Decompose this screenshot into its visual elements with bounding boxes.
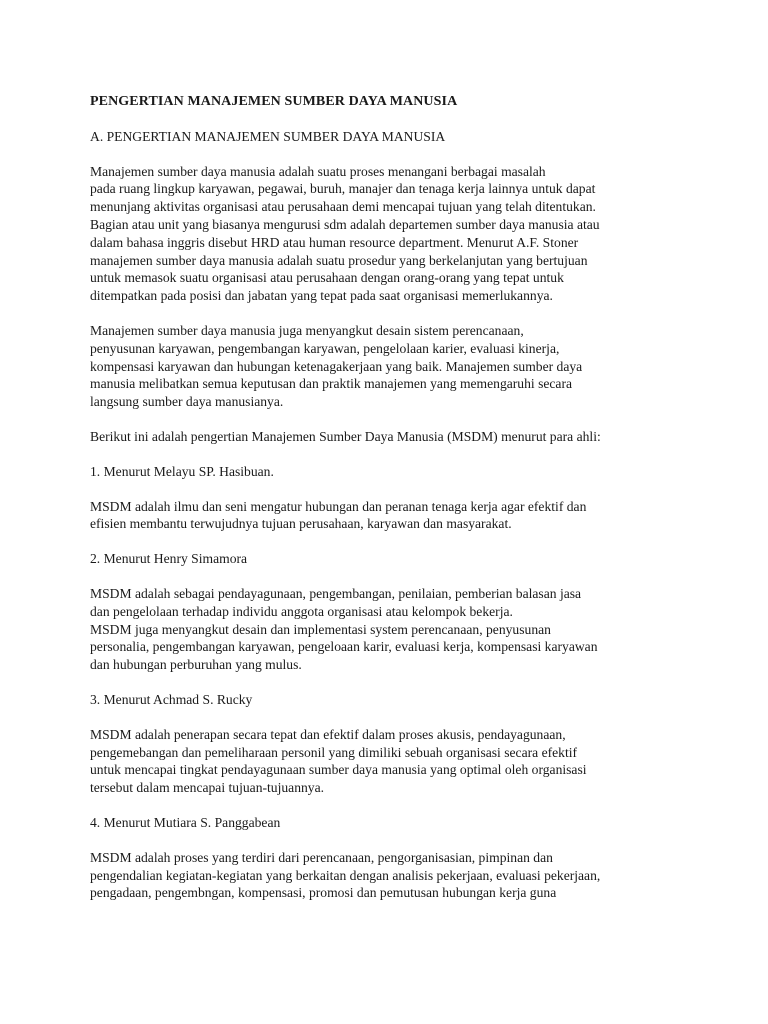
text-line: Berikut ini adalah pengertian Manajemen Sumber Daya Manusia (MSDM) menurut para ahli: <box>90 428 601 444</box>
text-line: pada ruang lingkup karyawan, pegawai, buruh, manajer dan tenaga kerja lainnya untuk dapat <box>90 181 596 197</box>
paragraph <box>90 691 730 709</box>
paragraph <box>90 163 730 305</box>
document-page <box>90 93 730 919</box>
paragraph <box>90 585 730 674</box>
text-line: pengadaan, pengembngan, kompensasi, promosi dan pemutusan hubungan kerja guna <box>90 885 557 901</box>
paragraph <box>90 726 730 797</box>
text-line: MSDM adalah sebagai pendayagunaan, pengembangan, penilaian, pemberian balasan jasa <box>90 585 582 601</box>
text-line: tersebut dalam mencapai tujuan-tujuannya. <box>90 780 325 796</box>
paragraph <box>90 322 730 411</box>
text-line: manusia melibatkan semua keputusan dan praktik manajemen yang memengaruhi secara <box>90 376 573 392</box>
text-line: menunjang aktivitas organisasi atau perusahaan demi mencapai tujuan yang telah ditentukan. <box>90 199 596 215</box>
text-line: untuk memasok suatu organisasi atau perusahaan dengan orang-orang yang tepat untuk <box>90 270 564 286</box>
section-heading: A. PENGERTIAN MANAJEMEN SUMBER DAYA MANUSIA <box>90 128 446 144</box>
text-line: langsung sumber daya manusianya. <box>90 394 284 410</box>
paragraph <box>90 463 730 481</box>
text-line: dan hubungan perburuhan yang mulus. <box>90 657 302 673</box>
text-line: MSDM adalah penerapan secara tepat dan efektif dalam proses akusis, pendayagunaan, <box>90 726 566 742</box>
text-line: penyusunan karyawan, pengembangan karyawan, pengelolaan karier, evaluasi kinerja, <box>90 340 560 356</box>
text-line: manajemen sumber daya manusia adalah suatu prosedur yang berkelanjutan yang bertujuan <box>90 252 588 268</box>
paragraph <box>90 498 730 534</box>
text-line: untuk mencapai tingkat pendayagunaan sumber daya manusia yang optimal oleh organisasi <box>90 762 587 778</box>
document-body <box>90 163 730 903</box>
paragraph <box>90 550 730 568</box>
text-line: MSDM adalah proses yang terdiri dari perencanaan, pengorganisasian, pimpinan dan <box>90 849 553 865</box>
text-line: ditempatkan pada posisi dan jabatan yang tepat pada saat organisasi memerlukannya. <box>90 288 553 304</box>
text-line: Manajemen sumber daya manusia juga menyangkut desain sistem perencanaan, <box>90 322 524 338</box>
text-line: Manajemen sumber daya manusia adalah suatu proses menangani berbagai masalah <box>90 163 546 179</box>
text-line: personalia, pengembangan karyawan, pengeloaan karir, evaluasi kerja, kompensasi karyawan <box>90 639 598 655</box>
paragraph <box>90 814 730 832</box>
document-title: PENGERTIAN MANAJEMEN SUMBER DAYA MANUSIA <box>90 94 458 109</box>
text-line: 1. Menurut Melayu SP. Hasibuan. <box>90 463 274 479</box>
text-line: MSDM adalah ilmu dan seni mengatur hubungan dan peranan tenaga kerja agar efektif dan <box>90 498 587 514</box>
text-line: 2. Menurut Henry Simamora <box>90 551 248 567</box>
text-line: 4. Menurut Mutiara S. Panggabean <box>90 814 281 830</box>
text-line: kompensasi karyawan dan hubungan ketenagakerjaan yang baik. Manajemen sumber daya <box>90 358 583 374</box>
text-line: efisien membantu terwujudnya tujuan perusahaan, karyawan dan masyarakat. <box>90 516 512 532</box>
text-line: dan pengelolaan terhadap individu anggota organisasi atau kelompok bekerja. <box>90 603 513 619</box>
text-line: pengemebangan dan pemeliharaan personil yang dimiliki sebuah organisasi secara efektif <box>90 744 578 760</box>
text-line: 3. Menurut Achmad S. Rucky <box>90 691 253 707</box>
text-line: dalam bahasa inggris disebut HRD atau human resource department. Menurut A.F. Stoner <box>90 234 579 250</box>
text-line: Bagian atau unit yang biasanya mengurusi sdm adalah departemen sumber daya manusia atau <box>90 216 600 232</box>
text-line: MSDM juga menyangkut desain dan implementasi system perencanaan, penyusunan <box>90 621 551 637</box>
text-line: pengendalian kegiatan-kegiatan yang berkaitan dengan analisis pekerjaan, evaluasi pekerjaan, <box>90 867 601 883</box>
paragraph <box>90 849 730 902</box>
paragraph <box>90 428 730 446</box>
